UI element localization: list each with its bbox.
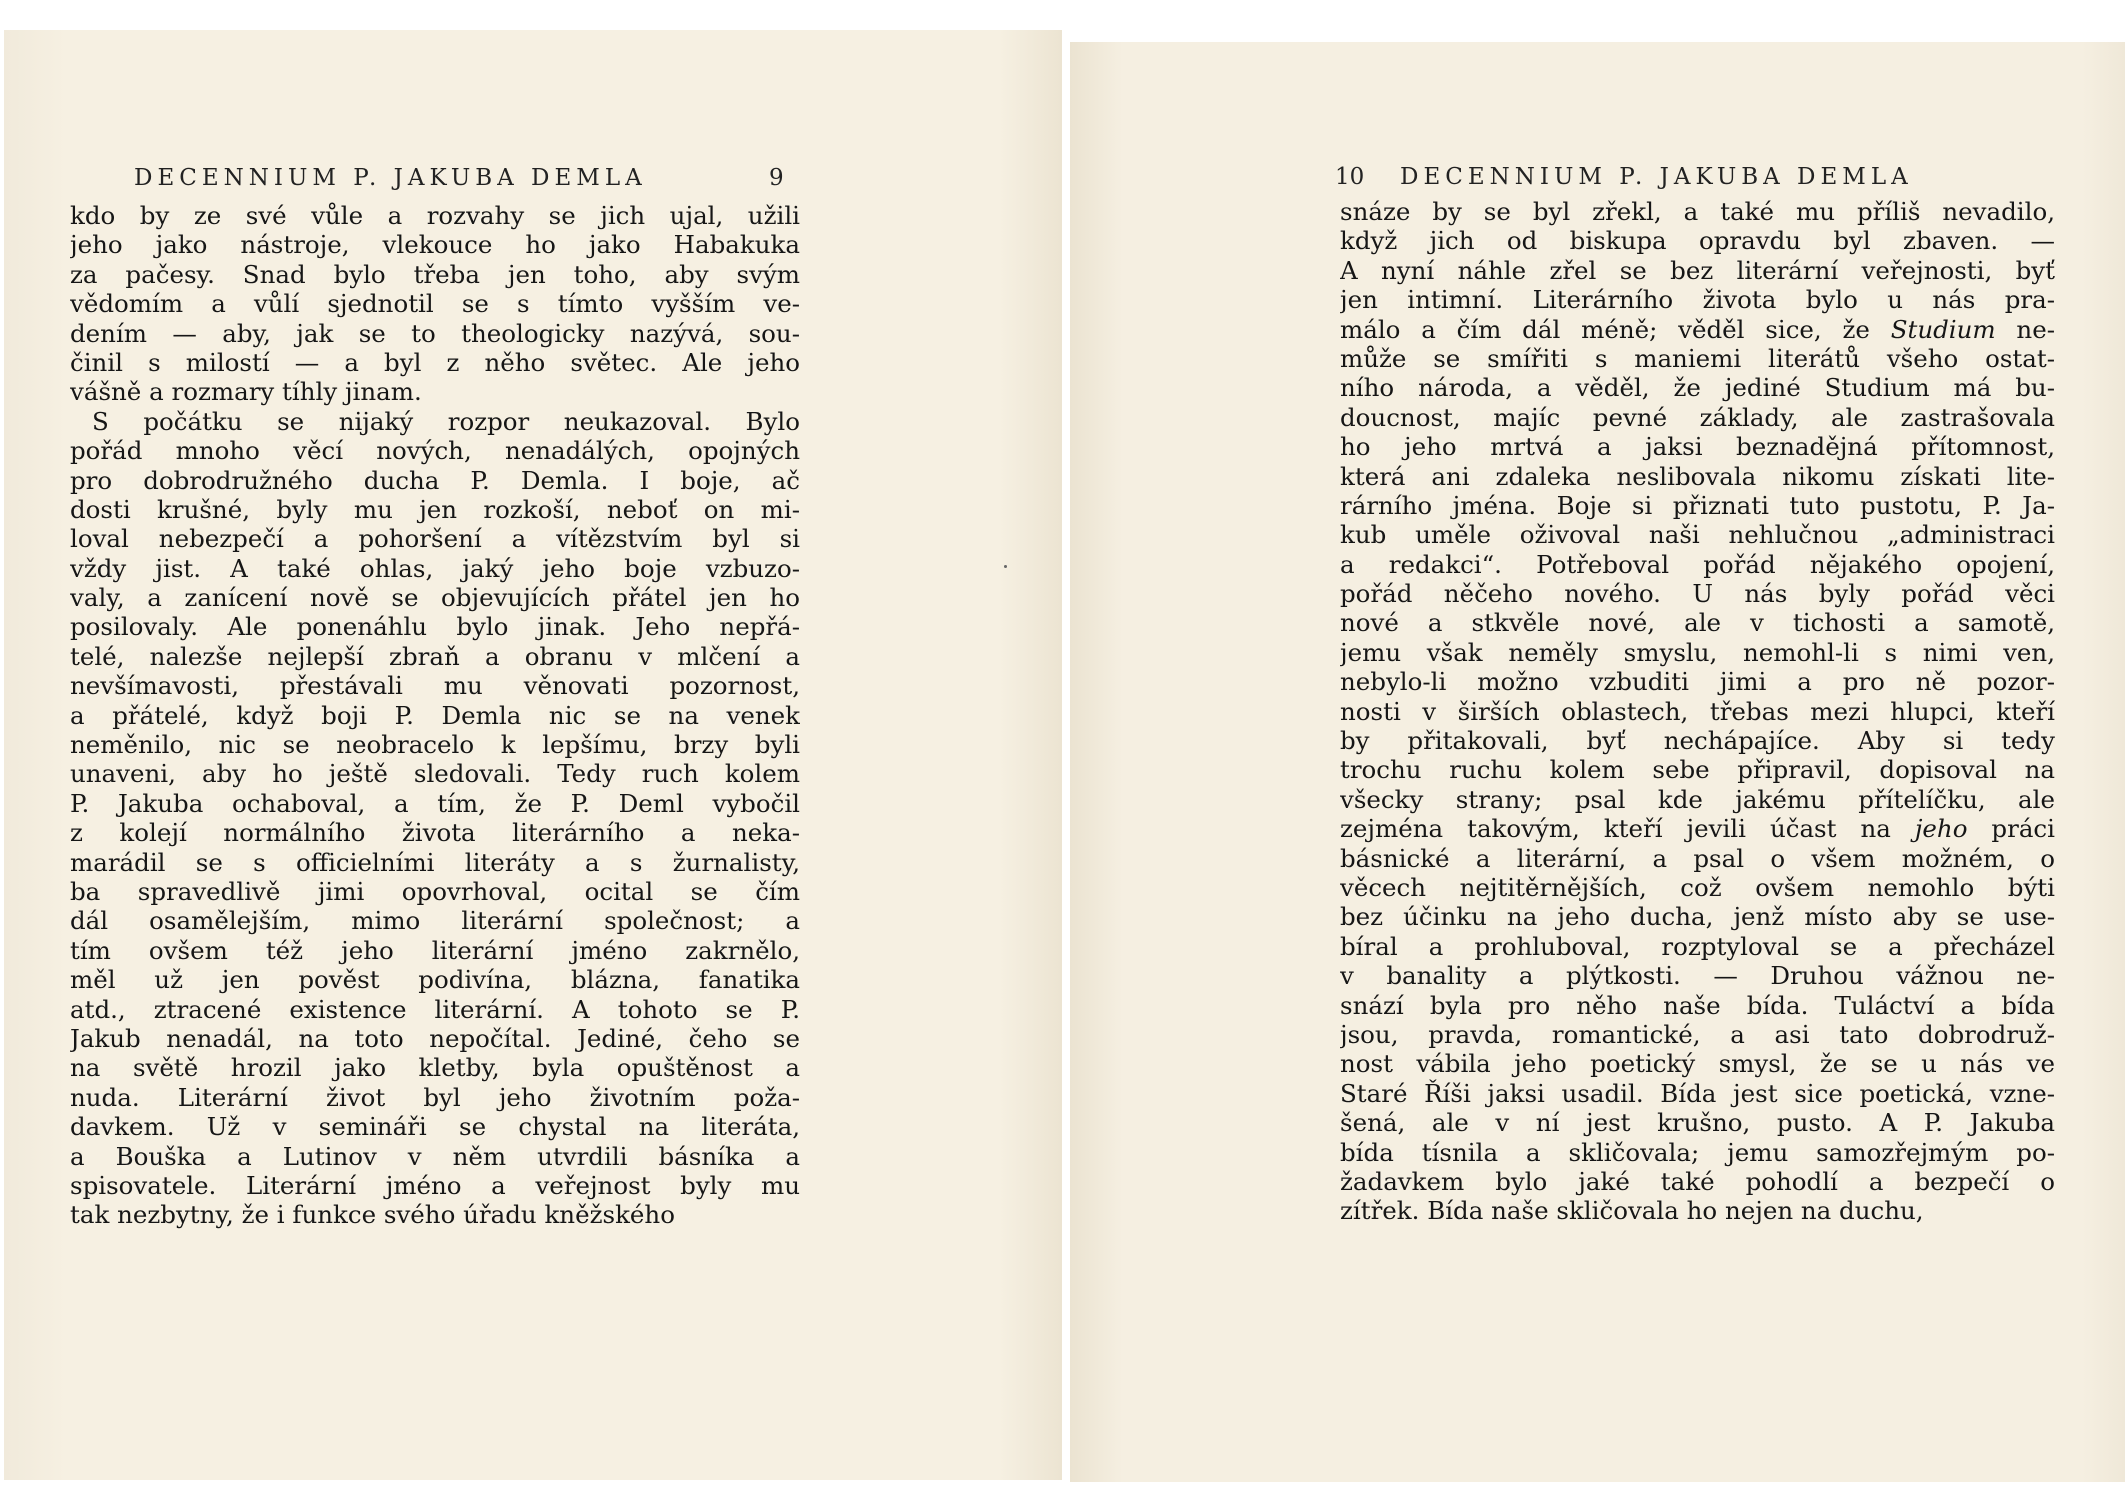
text-line: rárního jména. Boje si přiznati tuto pustotu, P. Ja- [1340,490,2055,520]
text-line: nuda. Literární život byl jeho životním poža- [70,1082,800,1112]
emphasis: jeho [1914,814,1968,844]
left-page [4,30,1062,1480]
text-line: jsou, pravda, romantické, a asi tato dobrodruž- [1340,1019,2055,1049]
left-page-text [70,201,800,1230]
text-line: bez účinku na jeho ducha, jenž místo aby se use- [1340,902,2055,932]
text-line: neměnilo, nic se neobracelo k lepšímu, brzy byli [70,730,800,760]
left-running-head [134,165,784,191]
text-line: dál osamělejším, mimo literární společnost; a [70,906,800,936]
text-line: nost vábila jeho poetický smysl, že se u nás ve [1340,1049,2055,1079]
text-line: dosti krušné, byly mu jen rozkoší, neboť on mi- [70,494,800,524]
text-line: věcech nejtitěrnějších, což ovšem nemohlo býti [1340,872,2055,902]
text-line: trochu ruchu kolem sebe připravil, dopisoval na [1340,755,2055,785]
text-line: za pačesy. Snad bylo třeba jen toho, aby svým [70,259,800,289]
right-running-head [1400,164,1913,190]
text-line: by přitakovali, byť nechápajíce. Aby si tedy [1340,726,2055,756]
text-line: davkem. Už v semináři se chystal na literáta, [70,1112,800,1142]
text-line: doucnost, majíc pevné základy, ale zastrašovala [1340,402,2055,432]
text-line: ho jeho mrtvá a jaksi beznadějná přítomnost, [1340,432,2055,462]
text-line: snází byla pro něho naše bída. Tuláctví a bída [1340,990,2055,1020]
text-line: může se smířiti s maniemi literátů všeho ostat- [1340,343,2055,373]
running-head-title: DECENNIUM P. JAKUBA DEMLA [1400,164,1913,190]
text-line: žadavkem bylo jaké také pohodlí a bezpečí o [1340,1166,2055,1196]
text-line: zítřek. Bída naše skličovala ho nejen na duchu, [1340,1196,1924,1226]
text-line: jemu však neměly smyslu, nemohl-li s nimi ven, [1340,637,2055,667]
text-line: unaveni, aby ho ještě sledovali. Tedy ruch kolem [70,759,800,789]
text-line: pořád mnoho věcí nových, nenadálých, opojných [70,436,800,466]
text-line: v banality a plýtkosti. — Druhou vážnou ne- [1340,961,2055,991]
text-line: Jakub nenadál, na toto nepočítal. Jediné, čeho se [70,1023,800,1053]
text-line: nosti v širších oblastech, třebas mezi hlupci, kteří [1340,696,2055,726]
text-line: z kolejí normálního života literárního a neka- [70,818,800,848]
text-line: málo a čím dál méně; věděl sice, že Studium ne- [1340,314,2055,344]
text-line: šená, ale v ní jest krušno, pusto. A P. Jakuba [1340,1108,2055,1138]
text-line: zejména takovým, kteří jevili účast na jeho práci [1340,814,2055,844]
text-line: která ani zdaleka neslibovala nikomu získati lite- [1340,461,2055,491]
right-page [1070,42,2125,1482]
text-line: básnické a literární, a psal o všem možném, o [1340,843,2055,873]
text-line: telé, nalezše nejlepší zbraň a obranu v mlčení a [70,641,800,671]
text-line: vždy jist. A také ohlas, jaký jeho boje vzbuzo- [70,553,800,583]
text-line: S počátku se nijaký rozpor neukazoval. Bylo [92,406,800,436]
text-line: atd., ztracené existence literární. A tohoto se P. [70,994,800,1024]
text-line: dením — aby, jak se to theologicky nazývá, sou- [70,318,800,348]
text-line: všecky strany; psal kde jakému přítelíčku, ale [1340,784,2055,814]
text-line: pořád něčeho nového. U nás byly pořád věci [1340,579,2055,609]
text-line: bída tísnila a skličovala; jemu samozřejmým po- [1340,1137,2055,1167]
text-line: Staré Říši jaksi usadil. Bída jest sice poetická, vzne- [1340,1078,2055,1108]
text-line: když jich od biskupa opravdu byl zbaven. — [1340,226,2055,256]
right-page-text [1340,197,2055,1226]
text-line: ního národa, a věděl, že jediné Studium má bu- [1340,373,2055,403]
text-line: bíral a prohluboval, rozptyloval se a přecházel [1340,931,2055,961]
text-line: nevšímavosti, přestávali mu věnovati pozornost, [70,671,800,701]
text-line: na světě hrozil jako kletby, byla opuštěnost a [70,1053,800,1083]
text-line: posilovaly. Ale ponenáhlu bylo jinak. Jeho nepřá- [70,612,800,642]
text-line: a redakci“. Potřeboval pořád nějakého opojení, [1340,549,2055,579]
text-line: jeho jako nástroje, vlekouce ho jako Habakuka [70,230,800,260]
text-line: nebylo-li možno vzbuditi jimi a pro ně pozor- [1340,667,2055,697]
text-line: ba spravedlivě jimi opovrhoval, ocital se čím [70,876,800,906]
text-line: vědomím a vůlí sjednotil se s tímto vyšším ve- [70,289,800,319]
text-line: snáze by se byl zřekl, a také mu příliš nevadilo, [1340,197,2055,226]
page-number: 10 [1335,164,1365,190]
page-number: 9 [769,165,784,191]
text-line: a přátelé, když boji P. Demla nic se na venek [70,700,800,730]
text-line: marádil se s officielními literáty a s žurnalisty, [70,847,800,877]
text-line: jen intimní. Literárního života bylo u nás pra- [1340,285,2055,315]
running-head-title: DECENNIUM P. JAKUBA DEMLA [134,165,647,191]
text-line: a Bouška a Lutinov v něm utvrdili básníka a [70,1141,800,1171]
text-line: činil s milostí — a byl z něho světec. Ale jeho [70,347,800,377]
text-line: vášně a rozmary tíhly jinam. [70,377,422,407]
text-line: A nyní náhle zřel se bez literární veřejnosti, byť [1340,255,2055,285]
text-line: nové a stkvěle nové, ale v tichosti a samotě, [1340,608,2055,638]
text-line: tak nezbytny, že i funkce svého úřadu kněžského [70,1200,675,1230]
text-line: spisovatele. Literární jméno a veřejnost byly mu [70,1170,800,1200]
text-line: kdo by ze své vůle a rozvahy se jich ujal, užili [70,201,800,230]
margin-mark [1004,565,1007,568]
text-line: P. Jakuba ochaboval, a tím, že P. Deml vybočil [70,788,800,818]
text-line: tím ovšem též jeho literární jméno zakrnělo, [70,935,800,965]
text-line: loval nebezpečí a pohoršení a vítězstvím byl si [70,524,800,554]
text-line: kub uměle oživoval naši nehlučnou „administraci [1340,520,2055,550]
emphasis: Studium [1890,314,1996,344]
text-line: valy, a zanícení nově se objevujících přátel jen ho [70,583,800,613]
text-line: pro dobrodružného ducha P. Demla. I boje, ač [70,465,800,495]
text-line: měl už jen pověst podivína, blázna, fanatika [70,965,800,995]
